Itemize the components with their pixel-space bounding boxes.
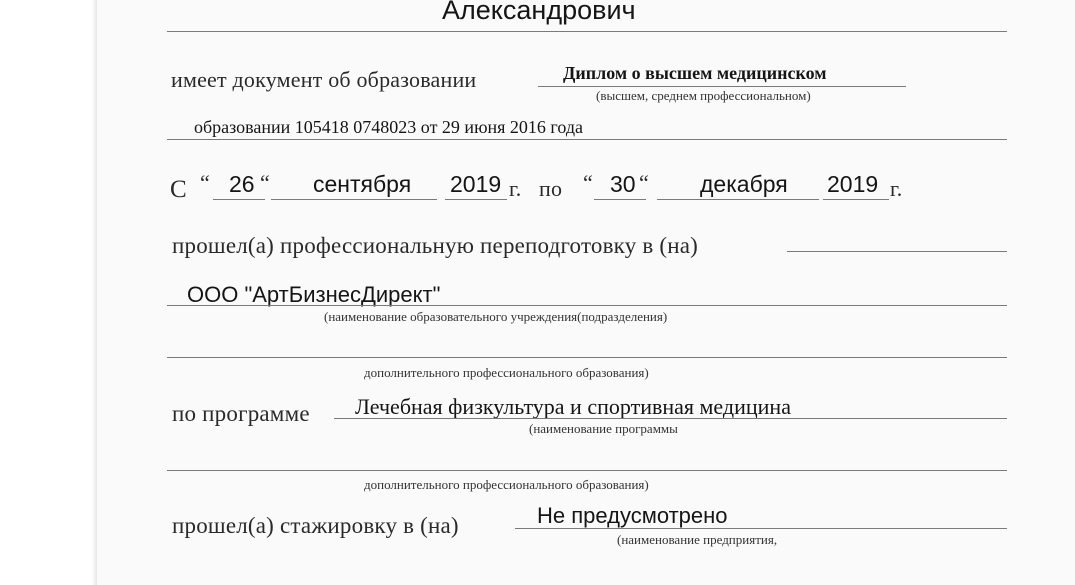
internship-caption: (наименование предприятия, [617, 532, 778, 547]
period-from-year: 2019 [450, 171, 502, 197]
from-day-underline [213, 199, 265, 200]
period-to-close-quote: “ [639, 170, 649, 195]
dpo-caption-1: дополнительного профессионального образования) [364, 365, 649, 380]
internship-label: прошел(а) стажировку в (на) [172, 513, 459, 538]
from-month-underline [271, 199, 437, 200]
education-line2-underline [167, 139, 1007, 140]
to-year-underline [823, 199, 889, 200]
from-year-underline [445, 199, 507, 200]
education-value-line2: образовании 105418 0748023 от 29 июня 2016 года [194, 117, 583, 137]
to-day-underline [594, 199, 646, 200]
institution-caption: (наименование образовательного учреждения(подразделения) [324, 309, 668, 324]
period-to-year: 2019 [827, 171, 879, 197]
period-open-quote: “ [200, 170, 210, 195]
period-from-month: сентября [313, 171, 412, 197]
retraining-label-underline [787, 251, 1007, 252]
education-underline [538, 86, 906, 87]
program-label: по программе [172, 401, 310, 426]
to-month-underline [657, 199, 819, 200]
program-underline [334, 418, 1007, 419]
dpo-caption-2: дополнительного профессионального образования) [364, 477, 649, 492]
institution-underline [167, 305, 1007, 306]
document-sheet [97, 0, 1075, 585]
internship-value: Не предусмотрено [537, 503, 728, 528]
patronymic-value: Александрович [442, 0, 636, 25]
period-close-quote: “ [260, 170, 270, 195]
dpo-blank-underline-1 [167, 357, 1007, 358]
period-year-suffix: г. [509, 176, 522, 201]
period-from-prefix: С [170, 176, 187, 203]
period-to-open-quote: “ [583, 170, 593, 195]
program-name: Лечебная физкультура и спортивная медицина [355, 394, 791, 419]
patronymic-underline [167, 31, 1007, 32]
period-to-day: 30 [610, 171, 636, 197]
institution-name: ООО "АртБизнесДирект" [187, 282, 441, 307]
period-to-label: по [539, 176, 563, 201]
period-from-day: 26 [229, 171, 255, 197]
program-caption: (наименование программы [529, 421, 678, 436]
education-value-line1: Диплом о высшем медицинском [563, 63, 827, 83]
dpo-blank-underline-2 [167, 470, 1007, 471]
period-to-year-suffix: г. [890, 176, 903, 201]
internship-underline [515, 528, 1007, 529]
period-to-month: декабря [700, 171, 788, 197]
education-caption: (высшем, среднем профессиональном) [596, 88, 811, 103]
retraining-label: прошел(а) профессиональную переподготовку в (на) [172, 233, 699, 258]
education-label: имеет документ об образовании [171, 67, 477, 92]
